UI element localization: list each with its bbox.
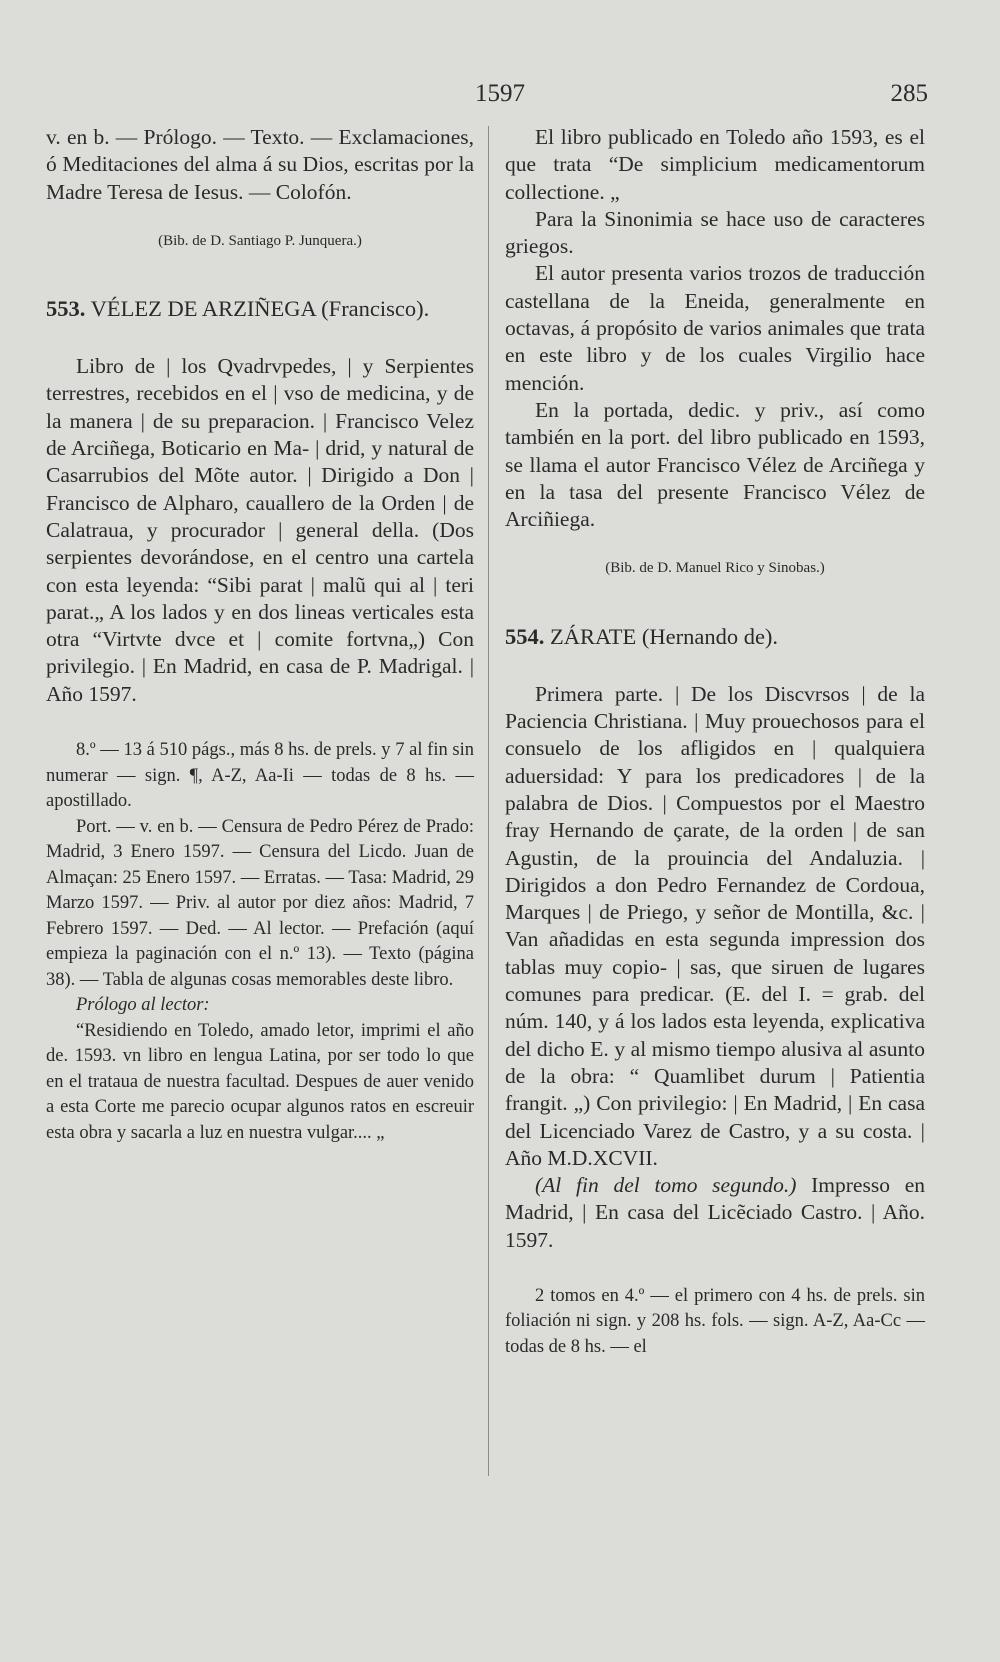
note-paragraph: El autor presenta varios trozos de traducción castellana de la Eneida, generalmente en octavas, á propósito de varios animales que trata en este libro y de los cuales Virgilio hace mención. — [505, 261, 925, 395]
source-note: (Bib. de D. Manuel Rico y Sinobas.) — [605, 560, 825, 577]
contents-list: Port. — v. en b. — Censura de Pedro Pérez de Prado: Madrid, 3 Enero 1597. — Censura del Licdo. Juan de Almaçan: 25 Enero 1597. — Erratas. — Tasa: Madrid, 29 Marzo 1597. — Priv. al autor por diez años: Madrid, 7 Febrero 1597. — Ded. — Al lector. — Prefación (aquí empieza la paginación con el n.º 13). — Texto (página 38). — Tabla de algunas cosas memorables deste libro. — [46, 816, 474, 990]
note-paragraph: En la portada, dedic. y priv., así como también en la port. del libro publicado en 1593, se llama el autor Francisco Vélez de Arciñega y en la tasa del presente Francisco Vélez de Arciñiega. — [505, 397, 925, 532]
collation: 8.º — 13 á 510 págs., más 8 hs. de prels. y 7 al fin sin numerar — sign. ¶, A-Z, Aa-Ii — todas de 8 hs. — apostillado. — [46, 740, 474, 812]
entry-heading-554 — [505, 623, 925, 651]
left-column — [46, 124, 474, 1146]
note-paragraph: Para la Sinonimia se hace uso de caracteres griegos. — [505, 206, 925, 259]
page-number: 285 — [890, 80, 928, 107]
column-divider — [488, 126, 489, 1476]
colophon: (Al fin del tomo segundo.) Impresso en Madrid, | En casa del Licẽciado Castro. | Año. 1597. — [505, 1173, 925, 1252]
entry-number: 553. — [46, 296, 86, 322]
entry-552-tail: v. en b. — Prólogo. — Texto. — Exclamaciones, ó Meditaciones del alma á su Dios, escritas por la Madre Teresa de Iesus. — Colofón. — [46, 125, 474, 204]
right-column — [505, 124, 925, 1360]
title-page-transcription: Libro de | los Qvadrvpedes, | y Serpientes terrestres, recebidos en el | vso de medicina, y de la manera | de su preparacion. | Francisco Velez de Arciñega, Boticario en Ma- | drid, y natural de Casarrubios del Mõte autor. | Dirigido a Don | Francisco de Alpharo, cauallero de la Orden | de Calatraua, y procurador | general della. (Dos serpientes devorándose, en el centro una cartela con esta leyenda: “Sibi parat | malũ qui al | teri parat.„ A los lados y en dos lineas verticales esta otra “Virtvte dvce et | comite fortvna„) Con privilegio. | En Madrid, en casa de P. Madrigal. | Año 1597. — [46, 354, 474, 706]
title-page-transcription: Primera parte. | De los Discvrsos | de la Paciencia Christiana. | Muy prouechosos para el consuelo de los afligidos en | qualquiera aduersidad: Y para los predicadores | de la palabra de Dios. | Compuestos por el Maestro fray Hernando de çarate, de la orden | de san Agustin, de la prouincia del Andaluzia. | Dirigidos a don Pedro Fernandez de Cordoua, Marques | de Priego, y señor de Montilla, &c. | Van añadidas en esta segunda impression dos tablas muy copio- | sas, que siruen de lugares comunes para predicar. (E. del I. = grab. del núm. 140, y á los lados esta leyenda, explicativa del dicho E. y al mismo tiempo alusiva al asunto de la obra: “ Quamlibet durum | Patientia frangit. „) Con privilegio: | En Madrid, | En casa del Licenciado Varez de Castro, y a su costa. | Año M.D.XCVII. — [505, 681, 925, 1170]
entry-author: VÉLEZ DE ARZIÑEGA (Francisco). — [90, 296, 430, 322]
entry-heading-553 — [46, 295, 474, 323]
note-paragraph: El libro publicado en Toledo año 1593, es el que trata “De simplicium medicamentorum collectione. „ — [505, 125, 925, 204]
entry-author: ZÁRATE (Hernando de). — [550, 623, 779, 649]
collation: 2 tomos en 4.º — el primero con 4 hs. de prels. sin foliación ni sign. y 208 hs. fols. — sign. A-Z, Aa-Cc — todas de 8 hs. — el — [505, 1285, 925, 1357]
prologue-quote: “Residiendo en Toledo, amado letor, imprimi el año de. 1593. vn libro en lengua Latina, por ser todo lo que en el trataua de nuestra facultad. Despues de auer venido a esta Corte me parecio ocupar algunos ratos en escreuir esta obra y sacarla a luz en nuestra vulgar.... „ — [46, 1020, 474, 1143]
source-note: (Bib. de D. Santiago P. Junquera.) — [158, 232, 362, 249]
entry-number: 554. — [505, 623, 545, 649]
running-header-year: 1597 — [475, 80, 525, 107]
prologue-heading: Prólogo al lector: — [76, 995, 210, 1016]
